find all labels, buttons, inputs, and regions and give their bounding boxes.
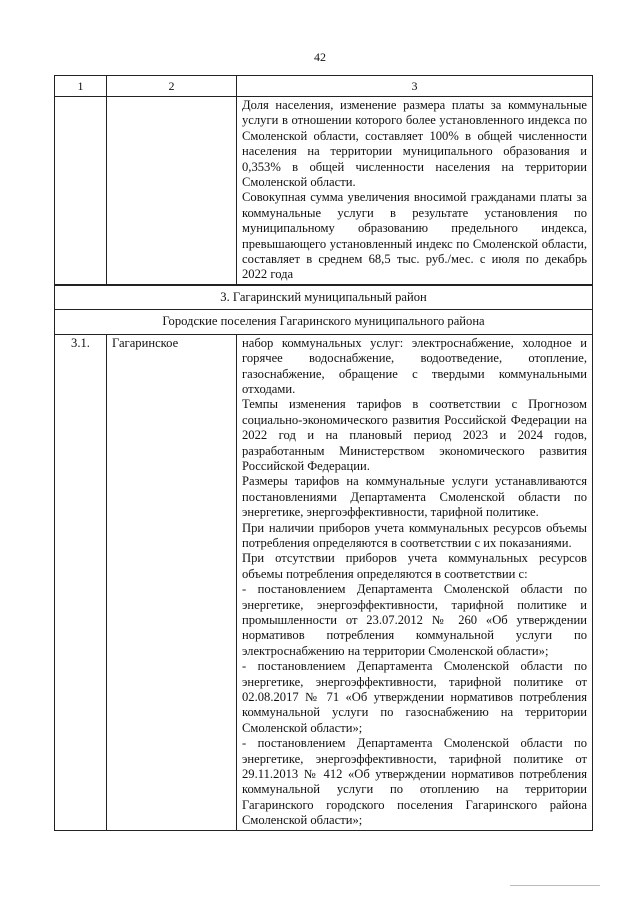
document-table: [54, 75, 593, 831]
paragraph: Темпы изменения тарифов в соответствии с Прогнозом социально-экономического развития Российской Федерации на 2022 год и на плановый период 2023 и 2024 годов, разработанным Министерством экономического развития Российской Федерации.: [242, 397, 587, 473]
paragraph: - постановлением Департамента Смоленской области по энергетике, энергоэффективности, тарифной политике от 29.11.2013 № 412 «Об утверждении нормативов потребления коммунальной услуги по отоплению на территории Гагаринского городского поселения Гагаринского района Смоленской области»;: [242, 736, 587, 828]
paragraph: При отсутствии приборов учета коммунальных ресурсов объемы потребления определяются в соответствии с:: [242, 551, 587, 581]
subsection-title-row: [55, 310, 593, 334]
paragraph: набор коммунальных услуг: электроснабжение, холодное и горячее водоснабжение, водоотведение, отопление, газоснабжение, обращение с твердыми коммунальными отходами.: [242, 335, 587, 396]
settlement-name: Гагаринское: [107, 334, 237, 830]
paragraph: - постановлением Департамента Смоленской области по энергетике, энергоэффективности, тарифной политике от 02.08.2017 № 71 «Об утверждении нормативов потребления коммунальной услуги по газоснабжению на территории Смоленской области»;: [242, 659, 587, 735]
section-title-row: [55, 285, 593, 310]
header-cell-2: 2: [107, 76, 237, 97]
subsection-title: Городские поселения Гагаринского муниципального района: [55, 310, 593, 334]
paragraph: При наличии приборов учета коммунальных ресурсов объемы потребления определяются в соответствии с их показаниями.: [242, 520, 587, 550]
paragraph: - постановлением Департамента Смоленской области по энергетике, энергоэффективности, тарифной политике и промышленности от 23.07.2012 № 260 «Об утверждении нормативов потребления коммунальной услуги по электроснабжению на территории Смоленской области»;: [242, 582, 587, 658]
header-cell-1: 1: [55, 76, 107, 97]
paragraph: Совокупная сумма увеличения вносимой гражданами платы за коммунальные услуги в результате установления по муниципальному образованию предельного индекса, превышающего установленный индекс по Смоленской области, составляет в среднем 68,5 тыс. руб./мес. с июля по декабрь 2022 года: [242, 190, 587, 282]
section-title: 3. Гагаринский муниципальный район: [55, 285, 593, 310]
cell-description: [237, 97, 593, 285]
table-header-row: [55, 76, 593, 97]
cell-number-empty: [55, 97, 107, 285]
row-number: 3.1.: [55, 334, 107, 830]
scan-artifact-line: [510, 885, 600, 886]
header-cell-3: 3: [237, 76, 593, 97]
table-row-3-1: [55, 334, 593, 830]
cell-name-empty: [107, 97, 237, 285]
paragraph: Размеры тарифов на коммунальные услуги устанавливаются постановлениями Департамента Смоленской области по энергетике, энергоэффективности, тарифной политике.: [242, 474, 587, 520]
cell-description: [237, 334, 593, 830]
page-number: 42: [314, 50, 326, 64]
paragraph: Доля населения, изменение размера платы за коммунальные услуги в отношении которого более установленного индекса по Смоленской области, составляет 100% в общей численности населения на территории муниципального образования и 0,353% в общей численности населения на территории Смоленской области.: [242, 98, 587, 190]
table-row-continuation: [55, 97, 593, 285]
